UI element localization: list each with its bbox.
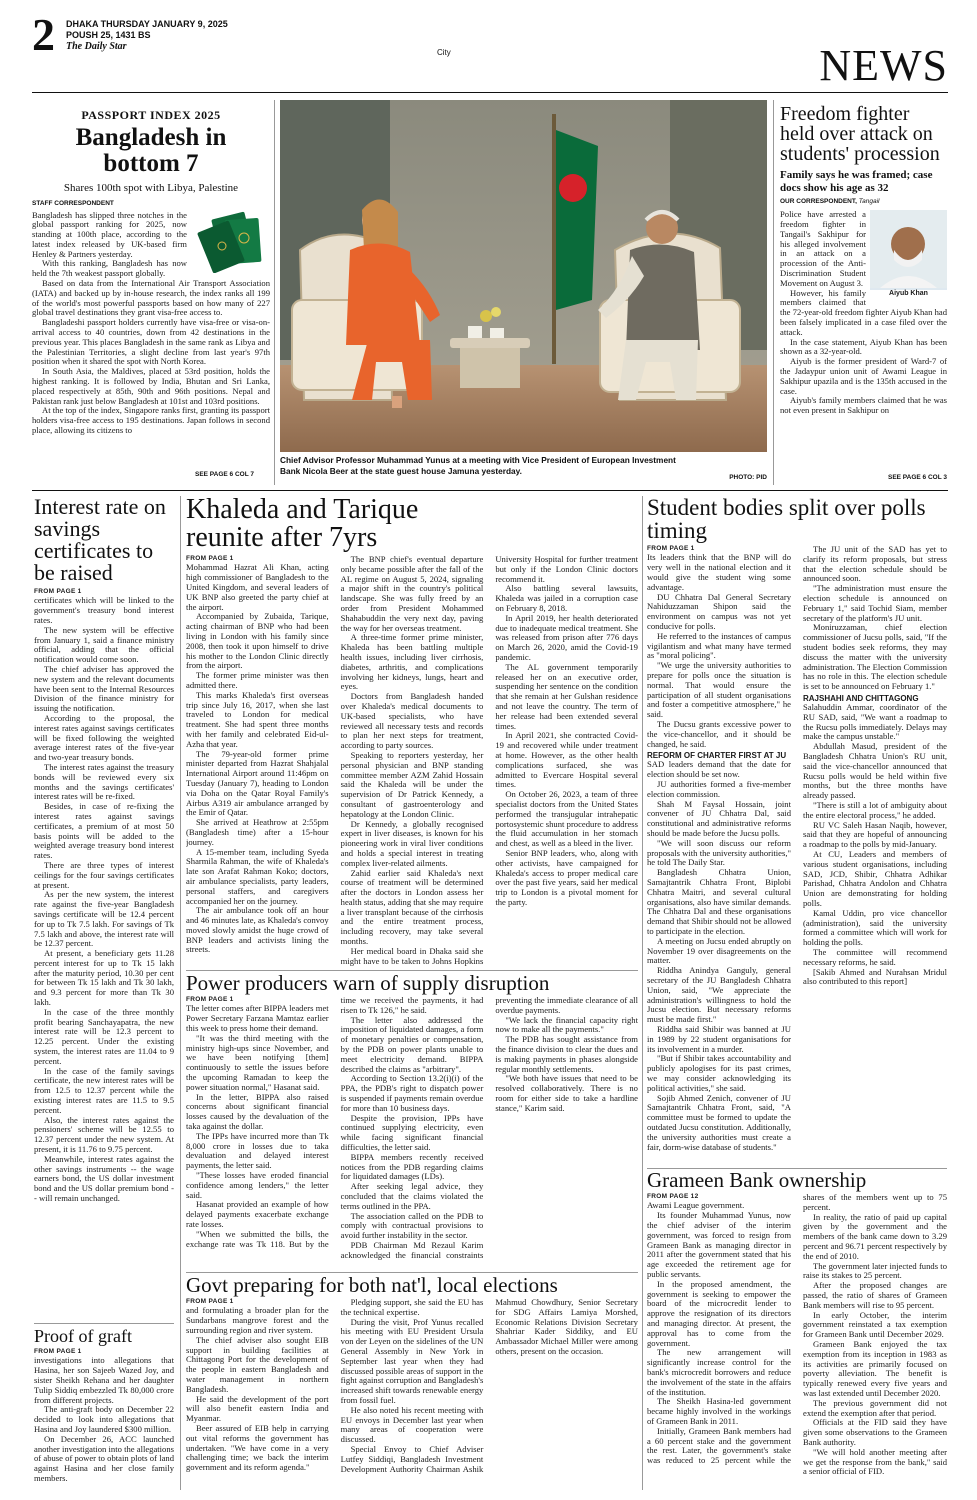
- grameen-paragraph: After the proposed changes are passed, the ratio of shares of Grameen Bank members will rise to 95 percent.: [803, 1280, 947, 1310]
- govt-paragraph: and formulating a broader plan for the Sundarbans mangrove forest and the surrounding region and river system.: [186, 1305, 329, 1335]
- masthead: [32, 16, 948, 92]
- student-paragraph: "But if Shibir takes accountability and publicly apologises for its past crimes, we may consider acknowledging its political activities," she said.: [647, 1053, 791, 1093]
- power-paragraph: PDB Chairman Md Rezaul Karim acknowledged the financial constraints preventing the immediate clearance of all overdue payments.: [340, 995, 638, 1260]
- interest-paragraph: As per the new system, the interest rate against the five-year Bangladesh savings certificate will be 12.4 percent for up to Tk 7.5 lakh. For savings of Tk 7.5 lakh and above, the interest rate will be 12.37 percent.: [34, 889, 174, 949]
- khaleda-paragraph: Zahid earlier said Khaleda's next course of treatment will be determined after the doctors in London assess her health status, adding that she may require a liver transplant because of the cirrhosis and the entire treatment process, including recovery, may take several months.: [340, 867, 484, 947]
- khaleda-paragraph: A 15-member team, including Syeda Sharmila Rahman, the wife of Khaleda's late son Arafat Rahman Koko; doctors, air ambulance specialists, party leaders, personal staffers, and caregivers accompanied her on the journey.: [186, 846, 329, 906]
- govt-headline: Govt preparing for both nat'l, local elections: [186, 1275, 558, 1297]
- student-headline: Student bodies split over polls timing: [647, 496, 926, 543]
- photo-caption: [280, 455, 767, 485]
- freedom-body: [780, 210, 947, 416]
- column-divider: [773, 100, 774, 485]
- student-bodies-story: [647, 496, 947, 1168]
- govt-from-page: FROM PAGE 1: [186, 1298, 234, 1305]
- student-paragraph: The Ducsu grants excessive power to the vice-chancellor, and it should be changed, he said.: [647, 718, 791, 749]
- govt-paragraph: Special Envoy to Chief Adviser Lutfey Siddiqi, Bangladesh Investment Development Authority Chairman Ashik Mahmud Chowdhury, Senior Secretary for SDG Affairs Lamiya Morshed, Economic Relations Division Secretary Shahriar Kader Siddiky, and EU Ambassador Michael Miller were among others, present on the occasion.: [340, 1297, 638, 1474]
- passport-story: [32, 100, 270, 485]
- grameen-story: [647, 1170, 947, 1490]
- power-paragraph: The PDB has sought assistance from the finance division to clear the dues and is making payments in phases alongside regular monthly settlements.: [495, 1034, 638, 1074]
- power-paragraph: According to Section 13.2(i)(i) of the PPA, the PDB's right to dispatch power is suspended if payments remain overdue for more than 10 business days.: [340, 1073, 484, 1113]
- khaleda-paragraph: In April 2019, her health deteriorated due to inadequate medical treatment. She was released from prison after 776 days on March 26, 2020, amid the Covid-19 pandemic.: [495, 612, 638, 662]
- student-paragraph: RU VC Saleh Hasan Naqib, however, said that they are hopeful of announcing a roadmap to the polls by mid-January.: [803, 819, 947, 850]
- student-paragraph: At CU, Leaders and members of various student organisations, including SAD, JCD, Shibir, Chhatra Adhikar Parishad, Chhatra Andolon and Chhatra Union are demonstrating for holding polls.: [803, 849, 947, 908]
- power-headline: Power producers warn of supply disruption: [186, 973, 550, 995]
- power-body: [186, 996, 638, 1264]
- masthead-rule: [32, 92, 948, 93]
- section-rule: [34, 1323, 174, 1324]
- khaleda-from-page: FROM PAGE 1: [186, 555, 234, 562]
- photo-caption-text: Chief Advisor Professor Muhammad Yunus at a meeting with Vice President of European Investment Bank Nicola Beer at the state guest house Jamuna yesterday.: [280, 455, 676, 476]
- student-paragraph: "The administration must ensure the election schedule is announced on February 1," said Tochid Siam, member secretary of the platform's JU unit.: [803, 583, 947, 623]
- page-number: 2: [32, 16, 55, 60]
- graft-headline: Proof of graft: [34, 1327, 132, 1346]
- proof-of-graft-story: [34, 1327, 174, 1487]
- grameen-paragraph: Its founder Muhammad Yunus, now the chief adviser of the interim government, was forced to resign from Grameen Bank as managing director in 2011 after the government stated that his age exceeded the retirement age for public servants.: [647, 1210, 791, 1279]
- grameen-body: [647, 1193, 947, 1485]
- interest-paragraph: Also, the interest rates against the pensioners' scheme will be 12.55 to 12.37 percent under the new system. At present, it is 11.76 to 9.75 percent.: [34, 1114, 174, 1155]
- khaleda-paragraph: On October 26, 2023, a team of three specialist doctors from the United States performed the transjugular intrahepatic portosystemic shunt procedure to address the fluid accumulation in her stomach and chest, as well as a bleed in the liver.: [495, 789, 638, 849]
- freedom-intro: Police have arrested a freedom fighter in Tangail's Sakhipur for his alleged involvement in an attack on a procession of the Anti-Discrimination Student Movement on August 3.: [780, 209, 866, 288]
- passport-see-page: SEE PAGE 6 COL 7: [194, 471, 254, 478]
- power-paragraph: The IPPs have incurred more than Tk 8,000 crore in losses due to taka devaluation and delayed interest payments, the letter said.: [186, 1130, 329, 1171]
- main-photo: [280, 100, 767, 452]
- student-body: [647, 545, 947, 1157]
- khaleda-paragraph: The former prime minister was then admitted there.: [186, 670, 329, 690]
- student-subhead-ru-cu: RAJSHAHI AND CHITTAGONG: [803, 693, 919, 703]
- interest-paragraph: The chief adviser has approved the new system and the relevant documents have been sent to the Internal Resources Division of the finance ministry for issuing the notification.: [34, 663, 174, 714]
- paper-name: The Daily Star: [66, 41, 127, 52]
- interest-paragraph: The interest rates against the treasury bonds will be reviewed every six months and the savings certificates' interest rates will be re-fixed.: [34, 761, 174, 802]
- student-paragraph: "We will soon discuss our reform proposals with the university authorities," he told The Daily Star.: [647, 837, 791, 868]
- student-paragraph: Moniruzzaman, chief election commissioner of Jucsu polls, said, "If the student bodies seek reforms, they may discuss the matter with the university administration. The Election Commission has no role in this. The election schedule is set to be announced on February 1.": [803, 622, 947, 692]
- passport-subhead: Shares 100th spot with Libya, Palestine: [63, 181, 239, 194]
- student-paragraph: JU authorities formed a five-member election commission.: [647, 779, 791, 799]
- freedom-headline: Freedom fighter held over attack on students' procession: [780, 104, 940, 165]
- student-subhead-ju: REFORM OF CHARTER FIRST AT JU: [647, 751, 787, 761]
- student-paragraph: Riddha said Shibir was banned at JU in 1989 by 22 student organisations for its involvement in a murder.: [647, 1023, 791, 1054]
- column-divider: [180, 496, 181, 1490]
- student-paragraph: Abdullah Masud, president of the Bangladesh Chhatra Union's RU unit, said the vice-chancellor announced that Rucsu polls would be held within five months, but the three months have already passed.: [803, 741, 947, 801]
- graft-paragraph: The anti-graft body on December 22 decided to look into allegations that Hasina and Joy laundered $300 million.: [34, 1404, 174, 1434]
- passport-kicker: PASSPORT INDEX 2025: [81, 108, 221, 122]
- power-paragraph: Hasanat provided an example of how delayed payments exacerbate exchange rate losses.: [186, 1199, 329, 1229]
- power-paragraph: The association called on the PDB to comply with contractual provisions to avoid further instability in the sector.: [340, 1210, 484, 1241]
- power-paragraph: "It was the third meeting with the ministry high-ups since November, and we have been notifying [them] continuously to settle the issues before the upcoming Ramadan to keep the power situation normal," Hasanat said.: [186, 1032, 329, 1092]
- power-paragraph: In the letter, BIPPA also raised concerns about significant financial losses caused by the devaluation of the taka against the dollar.: [186, 1091, 329, 1131]
- student-paragraph: The JU unit of the SAD has yet to clarify its reform proposals, but stress that the election schedule should be announced soon.: [803, 544, 947, 584]
- interest-paragraph: The new system will be effective from January 1, said a finance ministry official, adding that the official notification would come soon.: [34, 624, 174, 665]
- student-paragraph: "We urge the university authorities to prepare for polls once the situation is normal. That would ensure the participation of all student organisations and foster a competitive atmosphere," he said.: [647, 660, 791, 720]
- khaleda-paragraph: Her medical board in Dhaka said she might have to be taken to Johns Hopkins University Hospital for further treatment but only if the London Clinic doctors recommend it.: [340, 554, 638, 966]
- passport-intro: Bangladesh has slipped three notches in the global passport ranking for 2025, now standing at 100th place, according to the latest index released by UK-based firm Henley & Partners yesterday.: [32, 209, 187, 259]
- passport-books-illustration: [192, 211, 270, 273]
- student-from-page: FROM PAGE 1: [647, 545, 695, 552]
- power-paragraph: "When we submitted the bills, the exchange rate was Tk 118. But by the time we received the payments, it had risen to Tk 126," he said.: [186, 995, 484, 1249]
- meeting-photo-illustration: [280, 100, 767, 452]
- column-divider: [642, 496, 643, 1490]
- grameen-paragraph: Officials at the FID said they have given some observations to the Grameen Bank authority.: [803, 1417, 947, 1447]
- column-divider: [274, 100, 275, 485]
- grameen-headline: Grameen Bank ownership: [647, 1170, 867, 1192]
- power-paragraph: Despite the provision, IPPs have continued supplying electricity, even while facing significant financial difficulties, the letter said.: [340, 1112, 484, 1152]
- student-paragraph: The committee will recommend necessary reforms, he said.: [803, 946, 947, 967]
- photo-label: Aiyub Khan: [870, 290, 947, 298]
- freedom-paragraph: In the case statement, Aiyub Khan has been shown as a 32-year-old.: [780, 336, 947, 357]
- student-paragraph: Riddha Anindya Ganguly, general secretary of the JU Bangladesh Chhatra Union, said, "We appreciate the administration's willingness to hold the Jucsu election. But necessary reforms must be made first.": [647, 965, 791, 1025]
- passport-headline: Bangladesh in bottom 7: [75, 124, 227, 178]
- interest-from-page: FROM PAGE 1: [34, 588, 82, 595]
- passport-body: [32, 211, 270, 436]
- power-paragraph: After seeking legal advice, they concluded that the claims violated the terms outlined in the PPA.: [340, 1181, 484, 1211]
- portrait-illustration: [870, 210, 947, 288]
- govt-paragraph: Beer assured of EIB help in carrying out vital reforms the government has undertaken. "We have come in a very challenging time; we back the interim government and its reform agenda.": [186, 1422, 329, 1473]
- section-label: City: [437, 48, 451, 57]
- power-paragraph: "These losses have eroded financial confidence among lenders," the letter said.: [186, 1169, 329, 1200]
- khaleda-paragraph: The 79-year-old former prime minister departed from Hazrat Shahjalal International Airport around 11:46pm on Tuesday (January 7), heading to London via Doha on the Qatar Royal Family's Airbus A319 air ambulance arranged by the Emir of Qatar.: [186, 748, 329, 818]
- govt-paragraph: He also noted his recent meeting with EU envoys in December last year when many areas of cooperation were discussed.: [340, 1404, 484, 1445]
- grameen-paragraph: In early October, the interim government reinstated a tax exemption for Grameen Bank until December 2029.: [803, 1309, 947, 1340]
- interest-paragraph: certificates which will be linked to the government's treasury bond interest rates.: [34, 595, 174, 625]
- bangla-date: POUSH 25, 1431 BS: [66, 30, 151, 40]
- student-paragraph: Salahuddin Ammar, coordinator of the RU SAD, said, "We want a roadmap to the Rucsu polls immediately. Delays may make the campus unstable.": [803, 702, 947, 742]
- top-section-rule: [32, 490, 948, 491]
- power-paragraph: "We both have issues that need to be resolved collaboratively. There is no room for either side to take a hardline stance," Karim said.: [495, 1073, 638, 1113]
- govt-paragraph: He said the development of the port will also benefit eastern India and Myanmar.: [186, 1393, 329, 1424]
- khaleda-paragraph: Dr Kennedy, a globally recognised expert in liver diseases, is known for his pioneering work in viral liver conditions and holds a special interest in treating complex liver-related ailments.: [340, 818, 484, 868]
- student-paragraph: [Sakib Ahmed and Nurahsan Mridul also contributed to this report]: [803, 966, 947, 987]
- freedom-fighter-story: [780, 104, 947, 489]
- khaleda-paragraph: Senior BNP leaders, who, along with other activists, have campaigned for Khaleda's access to proper medical care over the past five years, said her medical trip to London is a pivotal moment for the party.: [495, 847, 638, 907]
- grameen-paragraph: Grameen Bank enjoyed the tax exemption from its inception in 1983 as its activities are primarily focused on poverty alleviation. The benefit is typically renewed every five years and was last extended until December 2020.: [803, 1338, 947, 1398]
- passport-paragraph: Bangladeshi passport holders currently have visa-free or visa-on-arrival access to 40 countries, down from 42 destinations in the previous year. This places Bangladesh in the same rank as Libya and the Palestinian Territories, a slight decline from last year's 97th position when it shared the spot with North Korea.: [32, 317, 270, 367]
- khaleda-paragraph: She arrived at Heathrow at 2:55pm (Bangladesh time) after a 15-hour journey.: [186, 817, 329, 847]
- freedom-subhead: Family says he was framed; case docs show his age as 32: [780, 169, 933, 194]
- khaleda-paragraph: The air ambulance took off an hour and 46 minutes late, as Khaleda's convoy moved slowly amidst the huge crowd of BNP leaders and activists lining the streets.: [186, 905, 329, 955]
- graft-from-page: FROM PAGE 1: [34, 1348, 82, 1355]
- photo-credit: PHOTO: PID: [729, 474, 767, 481]
- khaleda-paragraph: Mohammad Hazrat Ali Khan, acting high commissioner of Bangladesh to the United Kingdom, and several leaders of UK BNP also greeted the party chief at the airport.: [186, 562, 329, 612]
- interest-rate-story: [34, 496, 174, 1321]
- interest-paragraph: In the case of the three monthly profit bearing Sanchayapatra, the new interest rate will be 12.3 percent to 12.25 percent. Under the existing system, the interest rates are 11.04 to 9 percent.: [34, 1006, 174, 1066]
- grameen-paragraph: In reality, the ratio of paid up capital given by the government and the members of the bank came down to 3.29 percent and 96.71 percent respectively by the end of 2010.: [803, 1211, 947, 1261]
- govt-elections-story: [186, 1275, 638, 1490]
- graft-paragraph: On December 26, ACC launched another investigation into the allegations of abuse of power to obtain plots of land against Hasina and her close family members.: [34, 1433, 174, 1483]
- interest-paragraph: Meanwhile, interest rates against the other savings instruments -- the wage earners bond, the US dollar investment bond and the US dollar premium bond -- will remain unchanged.: [34, 1153, 174, 1204]
- khaleda-paragraph: This marks Khaleda's first overseas trip since July 16, 2017, when she last traveled to London for medical treatment. She had spent three months with her family and celebrated Eid-ul-Azha that year.: [186, 689, 329, 749]
- interest-paragraph: According to the proposal, the interest rates against savings certificates will be fixed following the weighted average interest rates of the five-year and two-year treasury bonds.: [34, 712, 174, 763]
- grameen-paragraph: The Sheikh Hasina-led government became highly involved in the workings of Grameen Bank in 2011.: [647, 1396, 791, 1426]
- khaleda-paragraph: A three-time former prime minister, Khaleda has been battling multiple health issues, including liver cirrhosis, diabetes, arthritis, and complications involving her kidneys, lungs, heart and eyes.: [340, 632, 484, 692]
- khaleda-body: [186, 555, 638, 971]
- govt-paragraph: During the visit, Prof Yunus recalled his meeting with EU President Ursula von der Leyen on the sidelines of the UN General Assembly in New York in September last year when they had discussed possible areas of support in the fight against corruption and Bangladesh's increased shift towards renewable energy from fossil fuel.: [340, 1316, 484, 1405]
- interest-paragraph: Besides, in case of re-fixing the interest rates against savings certificates, a premium of at most 50 basis points will be added to the weighted average treasury bond interest rates.: [34, 801, 174, 861]
- govt-body: [186, 1298, 638, 1483]
- grameen-paragraph: Awami League government.: [647, 1200, 745, 1211]
- student-paragraph: "There is still a lot of ambiguity about the entire electoral process," he added.: [803, 800, 947, 820]
- graft-paragraph: investigations into allegations that Hasina, her son Sajeeb Wazed Joy, and sister Sheikh Rehana and her daughter Tulip Siddiq embezzled Tk 80,000 crore from different projects.: [34, 1355, 174, 1405]
- interest-paragraph: At present, a beneficiary gets 11.28 percent interest for up to Tk 15 lakh after the maturity period, 10.30 per cent for between Tk 15 lakh and Tk 30 lakh, and 9.3 percent for more than Tk 30 lakh.: [34, 948, 174, 1008]
- student-paragraph: A meeting on Jucsu ended abruptly on November 19 over disagreements on the matter.: [647, 935, 791, 966]
- student-paragraph: Bangladesh Chhatra Union, Samajtantrik Chhatra Front, Biplobi Chhatra Maitri, and several cultural organisations, also have similar demands. The Chhatra Dal and these organisations demand that Shibir should not be allowed to participate in the election.: [647, 867, 791, 936]
- khaleda-paragraph: In April 2021, she contracted Covid-19 and recovered while under treatment at home. However, as the other health complications surfaced, she was admitted to Evercare Hospital several times.: [495, 730, 638, 790]
- govt-paragraph: The chief adviser also sought EIB support in building facilities at Chittagong Port for the development of the people in eastern Bangladesh and water management in northern Bangladesh.: [186, 1334, 329, 1394]
- grameen-paragraph: The previous government did not extend the exemption after that period.: [803, 1397, 947, 1418]
- student-paragraph: DU Chhatra Dal General Secretary Nahiduzzaman Shipon said the environment on campus was not yet conducive for polls.: [647, 591, 791, 631]
- student-paragraph: Shah M Faysal Hossain, joint convener of JU Chhatra Dal, said constitutional and administrative reforms should be made before the Jucsu polls.: [647, 798, 791, 839]
- interest-paragraph: There are three types of interest ceilings for the four savings certificates at present.: [34, 859, 174, 890]
- passport-paragraph: Based on data from the International Air Transport Association (IATA) and backed up by in-house research, the index ranks all 199 of the world's most powerful passports based on how many of 227 global travel destinations they grant visa-free access to.: [32, 278, 270, 318]
- aiyub-khan-photo: [870, 210, 947, 298]
- student-paragraph: Sojib Ahmed Zenich, convener of JU Samajtantrik Chhatra Front, said, "A committee must be formed to update the outdated Jucsu constitution. Additionally, the university authorities must create a fair, dorm-wise database of students.": [647, 1092, 791, 1152]
- khaleda-paragraph: Accompanied by Zubaida, Tarique, acting chairman of BNP who had been living in London with his family since 2008, then took it upon himself to drive his mother to the London Clinic directly from the airport.: [186, 611, 329, 671]
- power-paragraph: The letter also addressed the imposition of liquidated damages, a form of monetary penalties or compensation, by the PDB on power plants unable to meet electricity demand. BIPPA described the claims as "arbitrary".: [340, 1014, 484, 1074]
- interest-headline: Interest rate on savings certificates to be raised: [34, 496, 166, 585]
- passport-paragraph: In South Asia, the Maldives, placed at 53rd position, holds the highest ranking. It is followed by India, Bhutan and Sri Lanka, placed respectively at 85th, 90th and 96th positions. Nepal and Pakistan rank just below Bangladesh at 101st and 103rd positions.: [32, 366, 270, 406]
- khaleda-story: [186, 496, 638, 974]
- power-story: [186, 973, 638, 1271]
- grameen-from-page: FROM PAGE 12: [647, 1193, 699, 1200]
- date-line: DHAKA THURSDAY JANUARY 9, 2025: [66, 19, 228, 29]
- khaleda-paragraph: The AL government temporarily released her on an executive order, suspending her sentence on the condition that she remain at her Gulshan residence and not leave the country. The term of her release had been extended several times.: [495, 661, 638, 731]
- khaleda-paragraph: Also battling several lawsuits, Khaleda was jailed in a corruption case on February 8, 2018.: [495, 583, 638, 613]
- khaleda-paragraph: Speaking to reporters yesterday, her personal physician and BNP standing committee member AZM Zahid Hossain said the Khaleda will be under the supervision of Dr Patrick Kennedy, a consultant of gastroenterology and hepatology at the London Clinic.: [340, 749, 484, 819]
- freedom-location: Tangail: [858, 198, 880, 206]
- grameen-paragraph: Initially, Grameen Bank members had a 60 percent stake and the government the rest. Later, the government's stake was reduced to 25 percent while the shares of the members went up to 75 percent.: [647, 1192, 947, 1466]
- student-paragraph: He referred to the instances of campus vigilantism and what many have termed as "moral policing".: [647, 630, 791, 661]
- grameen-paragraph: The new arrangement will significantly increase control for the bank's microcredit borrowers and reduce the involvement of the state in the affairs of the institution.: [647, 1347, 791, 1397]
- khaleda-paragraph: The BNP chief's eventual departure only became possible after the fall of the AL regime on August 5, 2024, signaling a major shift in the country's political landscape. She was fully freed by an order from President Mohammed Shahabuddin the very next day, paving the way for her overseas treatment.: [340, 554, 484, 633]
- graft-body: [34, 1348, 174, 1484]
- freedom-paragraph: Aiyub is the former president of Ward-7 of the Jadaypur union unit of Awami League in Sakhipur upazila and is the 135th accused in the case.: [780, 356, 947, 396]
- passport-paragraph: At the top of the index, Singapore ranks first, granting its passport holders visa-free access to 195 destinations. Japan follows in second place, allowing its citizens to: [32, 405, 270, 436]
- section-rule: [186, 1272, 638, 1273]
- interest-paragraph: In the case of the family savings certificate, the new interest rates will be from 12.5 to 12.37 percent while the existing interest rates are 11.5 to 9.5 percent.: [34, 1065, 174, 1115]
- govt-paragraph: Pledging support, she said the EU has the technical expertise.: [340, 1297, 484, 1317]
- student-paragraph: Kamal Uddin, pro vice chancellor (administration), said the university formed a committee which will work for holding the polls.: [803, 907, 947, 948]
- grameen-paragraph: In the proposed amendment, the government is seeking to empower the board of the microcredit lender to approve the resignation of its directors and managing director. At present, the approval has to come from the government.: [647, 1278, 791, 1348]
- freedom-paragraph: Aiyub's family members claimed that he was not even present in Sakhipur on: [780, 395, 947, 416]
- khaleda-headline: Khaleda and Tarique reunite after 7yrs: [186, 496, 419, 553]
- section-title: NEWS: [819, 41, 948, 90]
- student-paragraph: Its leaders think that the BNP will do very well in the national election and it would give the student wing some advantage.: [647, 552, 791, 592]
- power-paragraph: The letter comes after BIPPA leaders met Power Secretary Farzana Mamtaz earlier this week to press home their demand.: [186, 1003, 329, 1033]
- power-from-page: FROM PAGE 1: [186, 996, 234, 1003]
- passport-byline: STAFF CORRESPONDENT: [32, 199, 114, 207]
- grameen-paragraph: "We will hold another meeting after we get the response from the bank," said a senior official of FID.: [803, 1446, 947, 1477]
- power-paragraph: BIPPA members recently received notices from the PDB regarding claims for liquidated damages (LDs).: [340, 1151, 484, 1182]
- section-rule: [647, 1168, 947, 1169]
- power-paragraph: "We lack the financial capacity right now to make all the payments.": [495, 1014, 638, 1035]
- khaleda-paragraph: Doctors from Bangladesh handed over Khaleda's medical documents to UK-based specialists, who have reviewed all necessary tests and records to plan her next steps for treatment, according to party sources.: [340, 691, 484, 751]
- student-paragraph: SAD leaders demand that the date for election should be set now.: [647, 759, 791, 780]
- passport-paragraph: With this ranking, Bangladesh has now held the 7th weakest passport globally.: [32, 258, 187, 279]
- freedom-see-page: SEE PAGE 6 COL 3: [887, 474, 947, 481]
- section-rule: [186, 970, 638, 971]
- freedom-paragraph: However, his family members claimed that the 72-year-old freedom fighter Aiyub Khan had been falsely implicated in a case filed over the attack.: [780, 287, 947, 337]
- interest-body: [34, 588, 174, 1204]
- freedom-byline: OUR CORRESPONDENT,: [780, 198, 857, 206]
- grameen-paragraph: The government later injected funds to raise its stakes to 25 percent.: [803, 1260, 947, 1281]
